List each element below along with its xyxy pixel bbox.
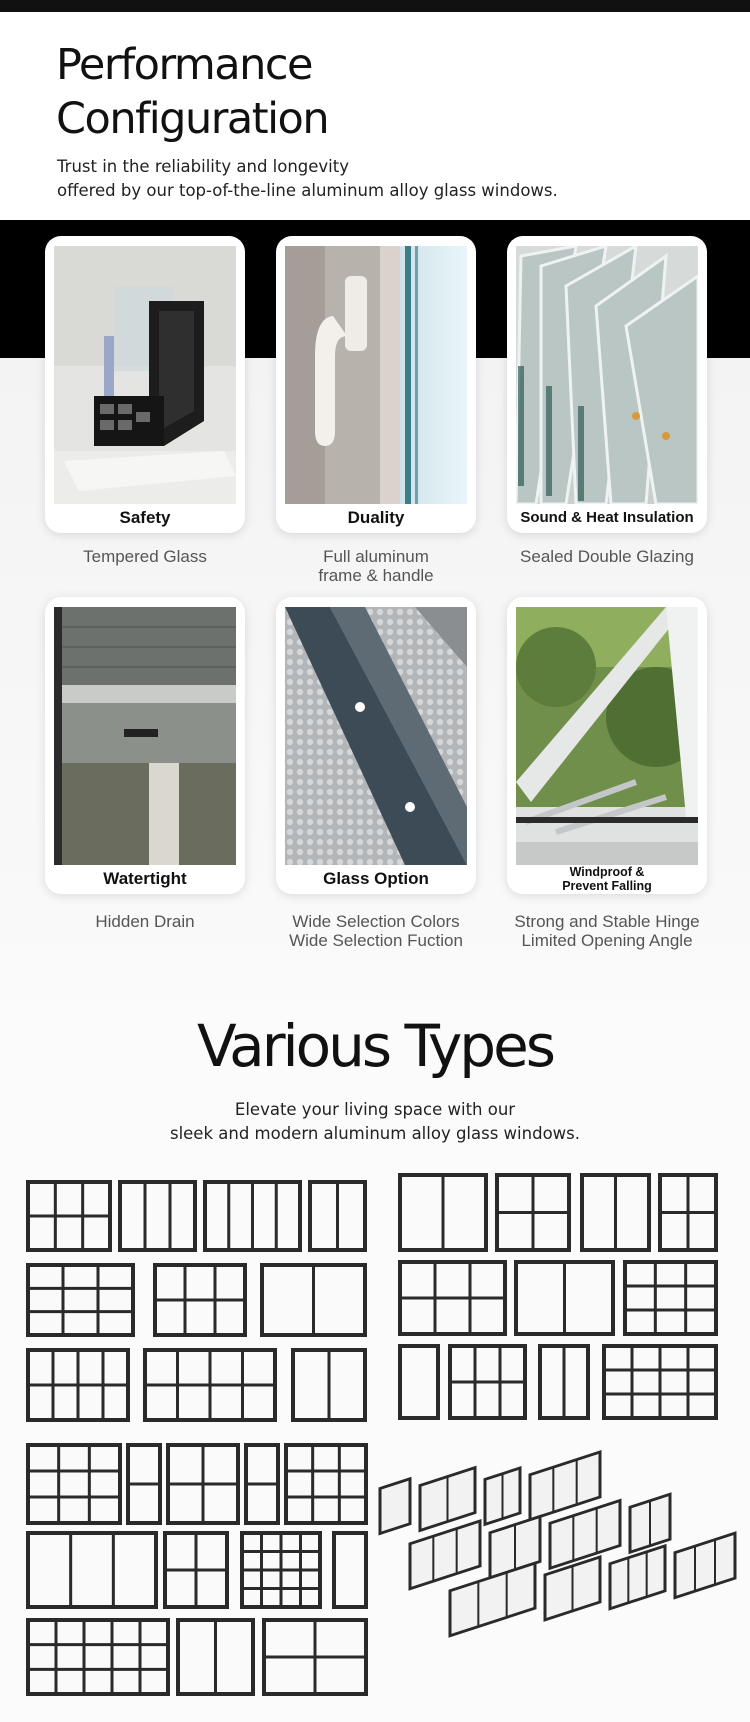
window-drawing <box>28 1620 168 1694</box>
window-drawing <box>400 1175 486 1250</box>
feature-label: Watertight <box>103 869 187 888</box>
feature-card-windproof <box>507 597 707 894</box>
feature-caption: Full aluminum frame & handle <box>318 547 434 585</box>
window-drawing <box>293 1350 365 1420</box>
page-subtitle: Trust in the reliability and longevity offered by our top-of-the-line aluminum alloy glass windows. <box>57 157 558 200</box>
patterned-glass-image <box>285 607 467 865</box>
window-drawing <box>242 1533 320 1607</box>
window-drawing <box>120 1182 195 1250</box>
window-drawing <box>286 1445 366 1523</box>
window-drawing <box>582 1175 649 1250</box>
window-drawing <box>168 1445 238 1523</box>
window-handle-image <box>285 246 467 504</box>
top-bar <box>0 0 750 12</box>
feature-label: Duality <box>347 508 405 527</box>
window-drawing <box>262 1265 365 1335</box>
window-drawing <box>155 1265 245 1335</box>
feature-card-glass-option <box>276 597 476 894</box>
window-drawing <box>28 1445 120 1523</box>
feature-card-insulation <box>507 236 707 533</box>
feature-caption: Tempered Glass <box>83 547 207 566</box>
window-drawing <box>540 1346 588 1418</box>
window-types-gallery <box>0 1160 750 1722</box>
window-drawing <box>28 1182 110 1250</box>
feature-card-duality <box>276 236 476 533</box>
window-drawing <box>128 1445 160 1523</box>
types-subtitle: Elevate your living space with our sleek and modern aluminum alloy glass windows. <box>169 1100 581 1143</box>
feature-caption: Strong and Stable Hinge Limited Opening Angle <box>514 912 700 950</box>
window-drawing <box>625 1262 716 1334</box>
window-drawing <box>28 1533 156 1607</box>
feature-caption: Hidden Drain <box>95 912 195 931</box>
page-title: Performance Configuration <box>56 40 329 144</box>
performance-header <box>0 12 750 220</box>
window-drawing <box>516 1262 613 1334</box>
feature-caption: Sealed Double Glazing <box>520 547 694 566</box>
window-drawing <box>310 1182 365 1250</box>
feature-card-watertight <box>45 597 245 894</box>
window-drawing <box>334 1533 366 1607</box>
window-drawing <box>205 1182 300 1250</box>
window-drawing <box>264 1620 366 1694</box>
window-drawing <box>28 1350 128 1420</box>
drain-image <box>54 607 236 865</box>
feature-label: Glass Option <box>323 869 429 888</box>
feature-label: Safety <box>119 508 171 527</box>
window-drawing <box>246 1445 278 1523</box>
window-drawing <box>400 1262 505 1334</box>
window-drawing <box>450 1346 525 1418</box>
feature-label: Windproof & Prevent Falling <box>562 865 652 893</box>
window-drawing <box>28 1265 133 1335</box>
hinge-image <box>516 607 698 865</box>
window-drawing <box>178 1620 253 1694</box>
window-drawing <box>400 1346 438 1418</box>
window-drawing <box>165 1533 227 1607</box>
window-drawing <box>660 1175 716 1250</box>
window-drawing <box>497 1175 569 1250</box>
profile-corner-image <box>54 246 236 504</box>
feature-label: Sound & Heat Insulation <box>520 509 694 526</box>
window-drawing <box>145 1350 275 1420</box>
window-drawing <box>604 1346 716 1418</box>
types-title: Various Types <box>196 1012 553 1080</box>
glass-panes-image <box>516 246 698 504</box>
feature-card-safety <box>45 236 245 533</box>
feature-caption: Wide Selection Colors Wide Selection Fuction <box>289 912 463 950</box>
